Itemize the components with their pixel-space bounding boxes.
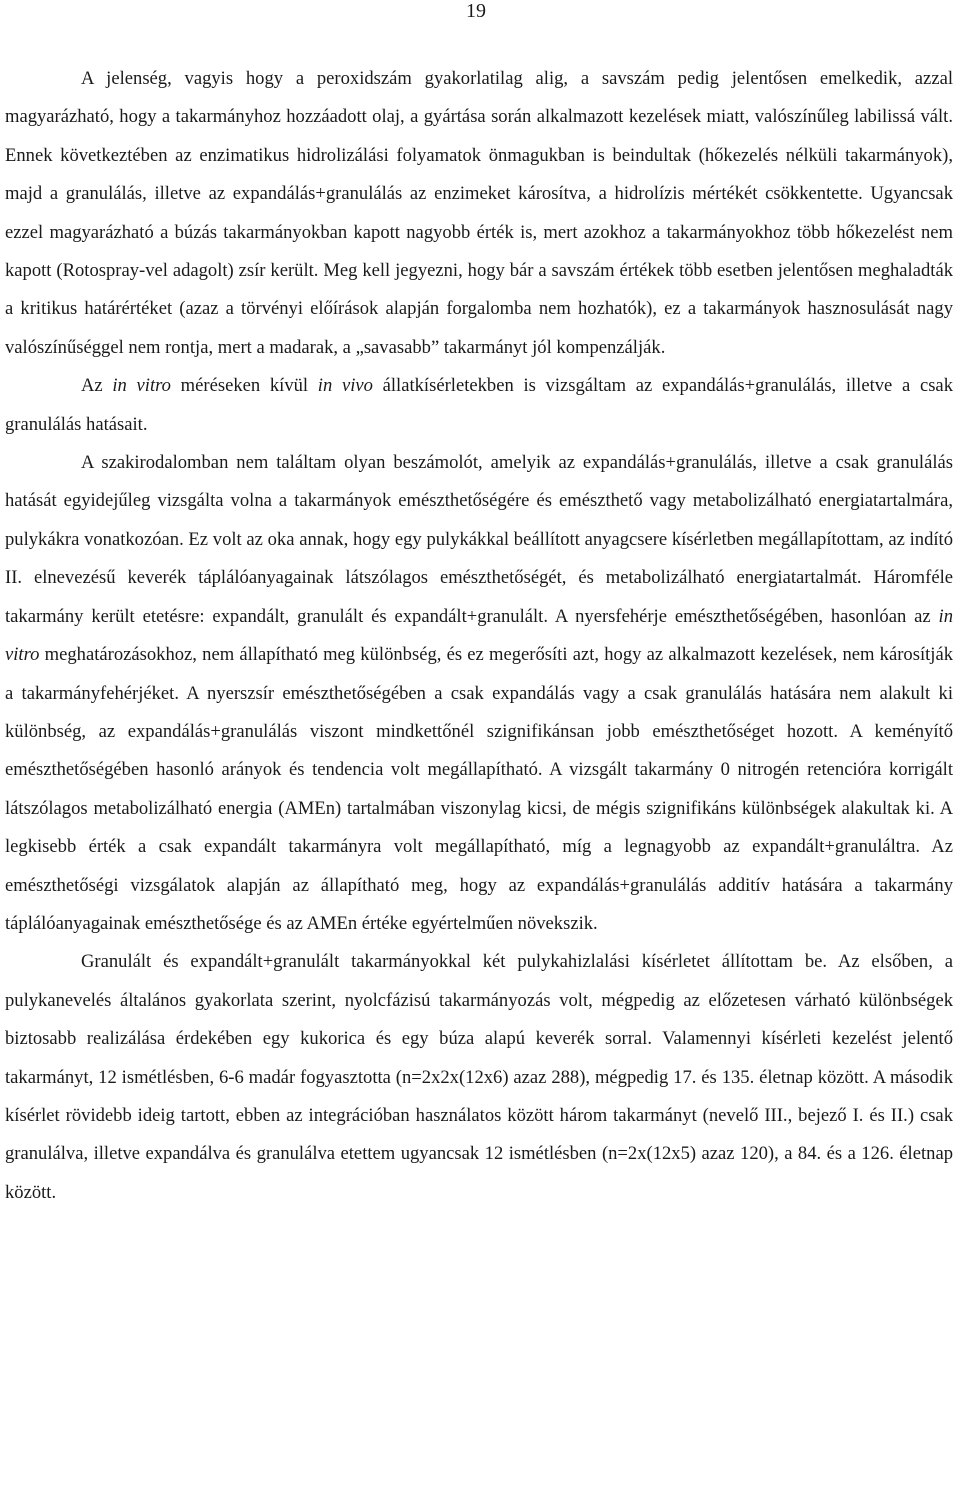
italic-term: in vitro [5, 605, 953, 666]
page-number: 19 [466, 0, 486, 22]
text-run: A szakirodalomban nem találtam olyan beszámolót, amelyik az expandálás+granulálás, illetve a csak granulálás hatását egyidejűleg vizsgálta volna a takarmányok emészthetőségére és emészthető vagy metabolizálható energiatartalmára, pulykákra vonatkozóan. Ez volt az oka annak, hogy egy pulykákkal beállított anyagcsere kísérletben megállapítottam, az indító II. elnevezésű keverék táplálóanyagainak látszólagos emészthetőségét, és metabolizálható energiatartalmát. Háromféle takarmány került etetésre: expandált, granulált és expandált+granulált. A nyersfehérje emészthetőségében, hasonlóan az [5, 452, 953, 627]
text-run: állatkísérletekben is vizsgáltam az expandálás+granulálás, illetve a csak granulálás hatásait. [5, 375, 953, 435]
italic-term: in vitro [112, 375, 171, 397]
text-run: Granulált és expandált+granulált takarmányokkal két pulykahizlalási kísérletet állítottam be. Az elsőben, a pulykanevelés általános gyakorlata szerint, nyolcfázisú takarmányozás volt, mégpedig az előzetesen várható különbségek biztosabb realizálása érdekében egy kukorica és egy búza alapú keverék sorral. Valamennyi kísérleti kezelést jelentő takarmányt, 12 ismétlésben, 6-6 madár fogyasztotta (n=2x2x(12x6) azaz 288), mégpedig 17. és 135. életnap között. A második kísérlet rövidebb ideig tartott, ebben az integrációban használatos között három takarmányt (nevelő III., bejező I. és II.) csak granulálva, illetve expandálva és granulálva etettem ugyancsak 12 ismétlésben (n=2x(12x5) azaz 120), a 84. és a 126. életnap között. [5, 951, 953, 1203]
text-run: Az [81, 375, 113, 397]
paragraph [5, 60, 953, 367]
text-run: meghatározásokhoz, nem állapítható meg különbség, és ez megerősíti azt, hogy az alkalmazott kezelések, nem károsítják a takarmányfehérjéket. A nyerszsír emészthetőségében a csak expandálás vagy a csak granulálás hatására nem alakult ki különbség, az expandálás+granulálás viszont mindkettőnél szignifikánsan jobb emészthetőséget hozott. A keményítő emészthetőségében hasonló arányok és tendencia volt megállapítható. A vizsgált takarmány 0 nitrogén retencióra korrigált látszólagos metabolizálható energia (AMEn) tartalmában viszonylag kicsi, de mégis szignifikáns különbségek alakultak ki. A legkisebb érték a csak expandált takarmányra volt megállapítható, míg a legnagyobb az expandált+granuláltra. Az emészthetőségi vizsgálatok alapján az állapítható meg, hogy az expandálás+granulálás additív hatására a takarmány táplálóanyagainak emészthetősége és az AMEn értéke egyértelműen növekszik. [5, 644, 953, 934]
text-run: A jelenség, vagyis hogy a peroxidszám gyakorlatilag alig, a savszám pedig jelentősen emelkedik, azzal magyarázható, hogy a takarmányhoz hozzáadott olaj, a gyártása során alkalmazott kezelések miatt, valószínűleg labilissá vált. Ennek következtében az enzimatikus hidrolizálási folyamatok önmagukban is beindultak (hőkezelés nélküli takarmányok), majd a granulálás, illetve az expandálás+granulálás az enzimeket károsítva, a hidrolízis mértékét csökkentette. Ugyancsak ezzel magyarázható a búzás takarmányokban kapott nagyobb érték is, mert azokhoz a takarmányokhoz több hőkezelést nem kapott (Rotospray-vel adagolt) zsír került. Meg kell jegyezni, hogy bár a savszám értékek több esetben jelentősen meghaladták a kritikus határértéket (azaz a törvényi előírások alapján forgalomba nem hozhatók), ez a takarmányok hasznosulását nagy valószínűséggel nem rontja, mert a madarak, a „savasabb” takarmányt jól kompenzálják. [5, 68, 953, 358]
paragraph [5, 943, 953, 1212]
italic-term: in vivo [317, 375, 373, 397]
text-run: méréseken kívül [170, 375, 318, 397]
body-text [5, 60, 953, 1212]
paragraph [5, 367, 953, 444]
paragraph [5, 444, 953, 943]
